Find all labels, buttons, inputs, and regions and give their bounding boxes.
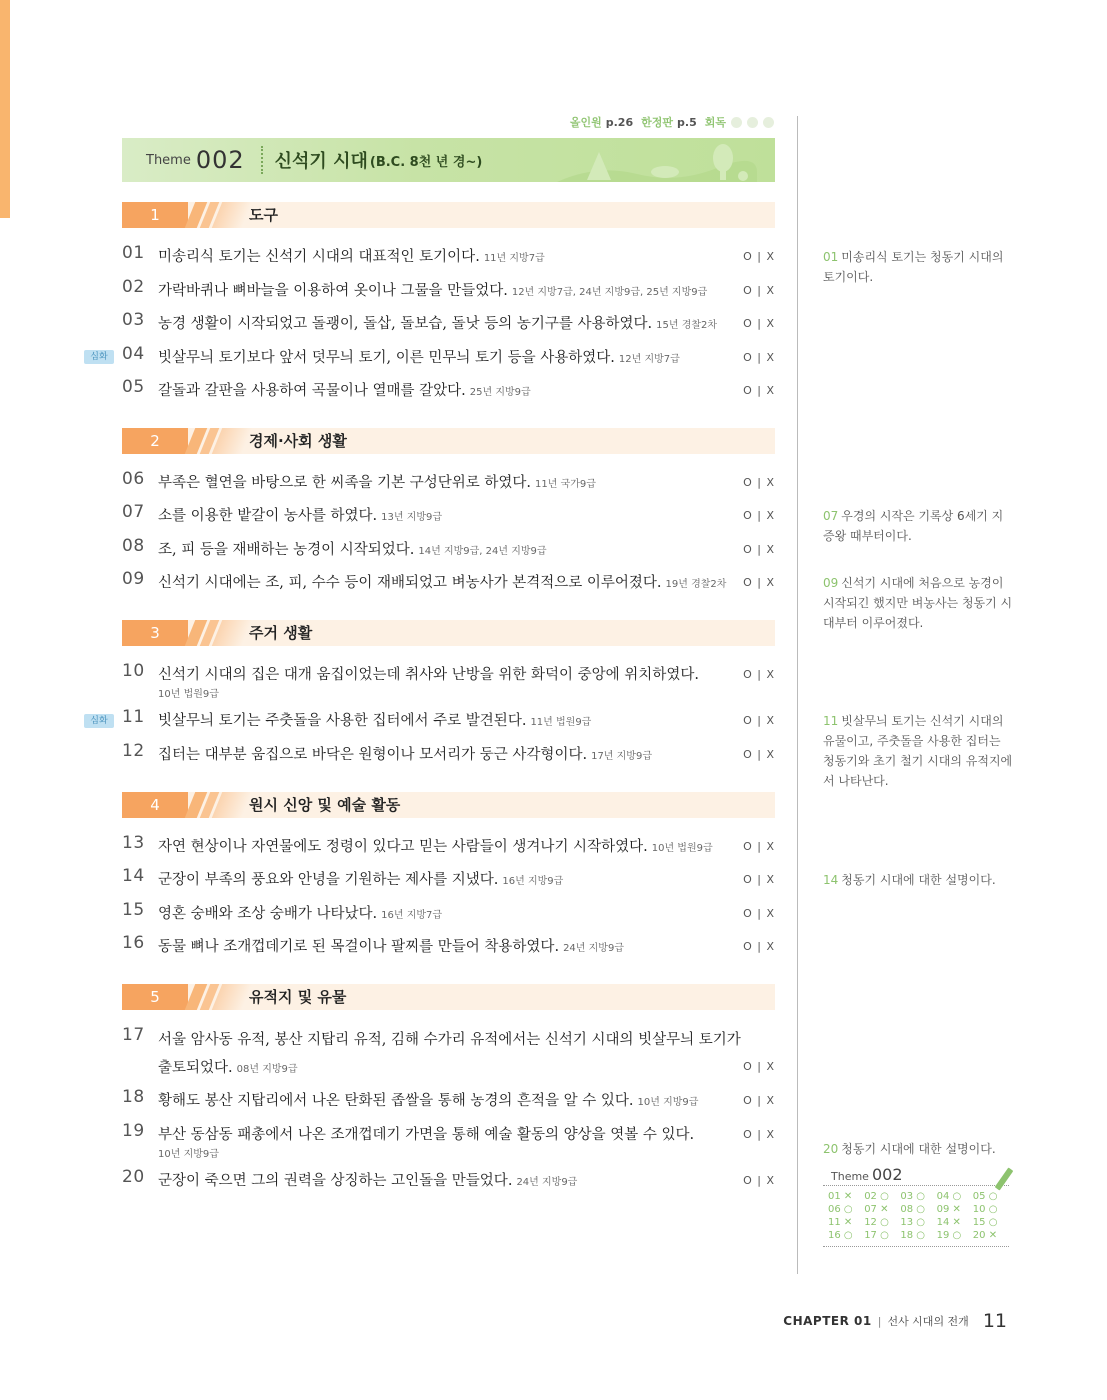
answer-cell: 01 ✕ (828, 1191, 853, 1202)
question-number: 11 (122, 707, 145, 727)
question-source: 12년 지방7급 (618, 354, 680, 365)
explanation-number: 01 (823, 250, 839, 264)
question-number: 06 (122, 469, 145, 489)
theme-banner (122, 138, 775, 182)
question-number: 05 (122, 377, 145, 397)
explanation-text: 청동기 시대에 대한 설명이다. (841, 1142, 996, 1156)
section-title: 경제·사회 생활 (249, 432, 347, 450)
question-source: 16년 지방9급 (502, 876, 564, 887)
answer-cell: 14 ✕ (936, 1217, 961, 1228)
question-number: 19 (122, 1121, 145, 1141)
question-source: 11년 법원9급 (530, 717, 592, 728)
answer-cell: 05 ○ (972, 1191, 998, 1202)
theme-subtitle: (B.C. 8천 년 경~) (369, 154, 483, 170)
answer-cell: 15 ○ (972, 1217, 998, 1228)
answer-cell: 08 ○ (900, 1204, 926, 1215)
section-title: 도구 (249, 206, 278, 224)
question-source: 10년 법원9급 (158, 689, 219, 700)
page-number: 11 (982, 1310, 1007, 1332)
answer-cell: 04 ○ (936, 1191, 962, 1202)
answer-cell: 02 ○ (864, 1191, 889, 1202)
question-number: 16 (122, 933, 145, 953)
deep-badge: 심화 (84, 350, 114, 364)
section-number: 2 (122, 428, 188, 454)
section-title: 유적지 및 유물 (249, 988, 347, 1006)
question-text: 황해도 봉산 지탑리에서 나온 탄화된 좁쌀을 통해 농경의 흔적을 알 수 있다. (158, 1093, 634, 1109)
question-text: 동물 뼈나 조개껍데기로 된 목걸이나 팔찌를 만들어 착용하였다. (158, 939, 560, 955)
question-number: 10 (122, 661, 145, 681)
explanation-number: 20 (823, 1142, 839, 1156)
question-text: 빗살무늬 토기보다 앞서 덧무늬 토기, 이른 민무늬 토기 등을 사용하였다. (158, 350, 615, 366)
deep-badge: 심화 (84, 714, 114, 728)
question-text: 조, 피 등을 재배하는 농경이 시작되었다. (158, 542, 415, 558)
question-source: 15년 경찰2차 (656, 320, 718, 331)
answer-cell: 11 ✕ (828, 1217, 853, 1228)
answer-key-label: Theme (831, 1170, 869, 1183)
section-number: 5 (122, 984, 188, 1010)
question-number: 13 (122, 833, 145, 853)
question-text: 자연 현상이나 자연물에도 정령이 있다고 믿는 사람들이 생겨나기 시작하였다. (158, 839, 648, 855)
ox-mark[interactable]: O | X (743, 940, 775, 953)
question-number: 07 (122, 502, 145, 522)
question-number: 18 (122, 1087, 145, 1107)
answer-cell: 18 ○ (900, 1230, 926, 1241)
question-text: 갈돌과 갈판을 사용하여 곡물이나 열매를 갈았다. (158, 383, 466, 399)
question-text: 부족은 혈연을 바탕으로 한 씨족을 기본 구성단위로 하였다. (158, 475, 532, 491)
question-source: 14년 지방9급, 24년 지방9급 (418, 546, 547, 557)
ox-mark[interactable]: O | X (743, 1128, 775, 1141)
neolithic-illustration-icon (557, 144, 757, 182)
section-number: 4 (122, 792, 188, 818)
ox-mark[interactable]: O | X (743, 1094, 775, 1107)
ox-mark[interactable]: O | X (743, 576, 775, 589)
section-title: 주거 생활 (249, 624, 313, 642)
question-number: 17 (122, 1025, 145, 1045)
answer-cell: 17 ○ (864, 1230, 889, 1241)
answer-cell: 07 ✕ (864, 1204, 889, 1215)
question-source: 10년 지방9급 (637, 1097, 699, 1108)
ox-mark[interactable]: O | X (743, 317, 775, 330)
question-text: 군장이 죽으면 그의 권력을 상징하는 고인돌을 만들었다. (158, 1173, 513, 1189)
question-number: 15 (122, 900, 145, 920)
explanation-note (823, 870, 1013, 890)
answer-cell: 03 ○ (900, 1191, 926, 1202)
question-number: 01 (122, 243, 145, 263)
answer-cell: 12 ○ (864, 1217, 889, 1228)
question-text: 빗살무늬 토기는 주춧돌을 사용한 집터에서 주로 발견된다. (158, 713, 527, 729)
explanation-text: 신석기 시대에 처음으로 농경이 시작되긴 했지만 벼농사는 청동기 시대부터 이루어졌다. (823, 576, 1013, 630)
question-source: 11년 국가9급 (535, 479, 596, 490)
explanation-text: 청동기 시대에 대한 설명이다. (841, 873, 996, 887)
answer-cell: 10 ○ (972, 1204, 998, 1215)
question-source: 16년 지방7급 (381, 910, 443, 921)
reference-line (570, 114, 774, 130)
ox-mark[interactable]: O | X (743, 748, 775, 761)
left-edge-tab (0, 0, 10, 218)
section-stripe (212, 202, 253, 228)
question-text: 신석기 시대에는 조, 피, 수수 등이 재배되었고 벼농사가 본격적으로 이루어졌다. (158, 575, 662, 591)
question-number: 08 (122, 536, 145, 556)
question-source: 10년 법원9급 (651, 843, 713, 854)
answer-key-header (823, 1164, 1009, 1186)
explanation-number: 11 (823, 714, 839, 728)
ox-mark[interactable]: O | X (743, 873, 775, 886)
column-divider (797, 116, 798, 1274)
review-check-circle[interactable] (763, 117, 774, 128)
section-number: 1 (122, 202, 188, 228)
ref-allinone: 올인원 (569, 116, 602, 129)
question-source: 24년 지방9급 (563, 943, 624, 954)
explanation-number: 09 (823, 576, 839, 590)
section-header (122, 984, 775, 1010)
answer-cell: 16 ○ (828, 1230, 853, 1241)
answer-cell: 13 ○ (900, 1217, 926, 1228)
question-text: 소를 이용한 밭갈이 농사를 하였다. (158, 508, 378, 524)
question-text: 농경 생활이 시작되었고 돌괭이, 돌삽, 돌보습, 돌낫 등의 농기구를 사용하였다. (158, 316, 653, 332)
question-text: 서울 암사동 유적, 봉산 지탑리 유적, 김해 수가리 유적에서는 신석기 시대의 빗살무늬 토기가 출토되었다. (158, 1032, 741, 1076)
section-header (122, 428, 775, 454)
ox-mark[interactable]: O | X (743, 250, 775, 263)
answer-grid (823, 1186, 1009, 1247)
ox-mark[interactable]: O | X (743, 351, 775, 364)
page-footer (783, 1310, 1007, 1332)
ox-mark[interactable]: O | X (743, 476, 775, 489)
question-text: 미송리식 토기는 신석기 시대의 대표적인 토기이다. (158, 249, 480, 265)
question-source: 25년 지방9급 (469, 387, 531, 398)
ox-mark[interactable]: O | X (743, 840, 775, 853)
answer-key (823, 1164, 1009, 1247)
question-source: 19년 경찰2차 (665, 579, 727, 590)
review-check-circle[interactable] (747, 117, 758, 128)
question-source: 10년 지방9급 (158, 1149, 219, 1160)
question-text: 신석기 시대의 집은 대개 움집이었는데 취사와 난방을 위한 화덕이 중앙에 위치하였다. (158, 667, 699, 683)
section-stripe (212, 428, 253, 454)
explanation-text: 빗살무늬 토기는 신석기 시대의 유물이고, 주춧돌을 사용한 집터는 청동기와 초기 철기 시대의 유적지에서 나타난다. (823, 714, 1013, 788)
explanation-note (823, 506, 1013, 546)
footer-separator: | (877, 1314, 882, 1328)
question-number: 03 (122, 310, 145, 330)
ox-mark[interactable]: O | X (743, 284, 775, 297)
question-text: 부산 동삼동 패총에서 나온 조개껍데기 가면을 통해 예술 활동의 양상을 엿볼 수 있다. (158, 1127, 695, 1143)
question-text: 영혼 숭배와 조상 숭배가 나타났다. (158, 906, 378, 922)
chapter-title: 선사 시대의 전개 (887, 1315, 969, 1328)
section-header (122, 792, 775, 818)
explanation-number: 14 (823, 873, 839, 887)
explanation-note (823, 247, 1013, 287)
question-number: 09 (122, 569, 145, 589)
ox-mark[interactable]: O | X (743, 1174, 775, 1187)
question-text: 군장이 부족의 풍요와 안녕을 기원하는 제사를 지냈다. (158, 872, 499, 888)
section-header (122, 620, 775, 646)
ox-mark[interactable]: O | X (743, 509, 775, 522)
question-source: 08년 지방9급 (236, 1064, 298, 1075)
theme-label: Theme (146, 152, 191, 168)
question-source: 11년 지방7급 (483, 253, 545, 264)
explanation-note (823, 573, 1013, 633)
ref-hanjeong: 한정판 (641, 116, 674, 129)
question-number: 04 (122, 344, 145, 364)
question-number: 14 (122, 866, 145, 886)
answer-cell: 09 ✕ (936, 1204, 961, 1215)
section-stripe (212, 984, 253, 1010)
section-title: 원시 신앙 및 예술 활동 (249, 796, 401, 814)
explanation-text: 미송리식 토기는 청동기 시대의 토기이다. (823, 250, 1004, 284)
chapter-label: CHAPTER 01 (783, 1314, 872, 1328)
section-header (122, 202, 775, 228)
ox-mark[interactable]: O | X (743, 714, 775, 727)
theme-divider (261, 146, 263, 174)
question-source: 17년 지방9급 (591, 751, 652, 762)
review-check-circle[interactable] (731, 117, 742, 128)
explanation-note (823, 711, 1013, 791)
ox-mark[interactable]: O | X (743, 384, 775, 397)
explanation-note (823, 1139, 1013, 1159)
question-text: 가락바퀴나 뼈바늘을 이용하여 옷이나 그물을 만들었다. (158, 283, 508, 299)
ox-mark[interactable]: O | X (743, 1060, 775, 1073)
ref-review: 회독 (704, 116, 726, 129)
ox-mark[interactable]: O | X (743, 907, 775, 920)
theme-number: 002 (195, 146, 245, 174)
ox-mark[interactable]: O | X (743, 668, 775, 681)
explanation-number: 07 (823, 509, 839, 523)
section-stripe (212, 792, 253, 818)
question-source: 24년 지방9급 (516, 1177, 578, 1188)
theme-title: 신석기 시대 (274, 151, 368, 172)
ox-mark[interactable]: O | X (743, 543, 775, 556)
answer-key-number: 002 (871, 1165, 903, 1184)
ref-allinone-page: p.26 (605, 115, 634, 129)
explanation-text: 우경의 시작은 기록상 6세기 지증왕 때부터이다. (823, 509, 1004, 543)
ref-hanjeong-page: p.5 (677, 115, 697, 129)
question-source: 13년 지방9급 (381, 512, 443, 523)
question-number: 12 (122, 741, 145, 761)
answer-cell: 19 ○ (936, 1230, 962, 1241)
answer-cell: 20 ✕ (972, 1230, 998, 1241)
question-source: 12년 지방7급, 24년 지방9급, 25년 지방9급 (511, 287, 708, 298)
question-number: 02 (122, 277, 145, 297)
section-number: 3 (122, 620, 188, 646)
answer-cell: 06 ○ (828, 1204, 853, 1215)
question-number: 20 (122, 1167, 145, 1187)
question-text: 집터는 대부분 움집으로 바닥은 원형이나 모서리가 둥근 사각형이다. (158, 747, 588, 763)
section-stripe (212, 620, 253, 646)
